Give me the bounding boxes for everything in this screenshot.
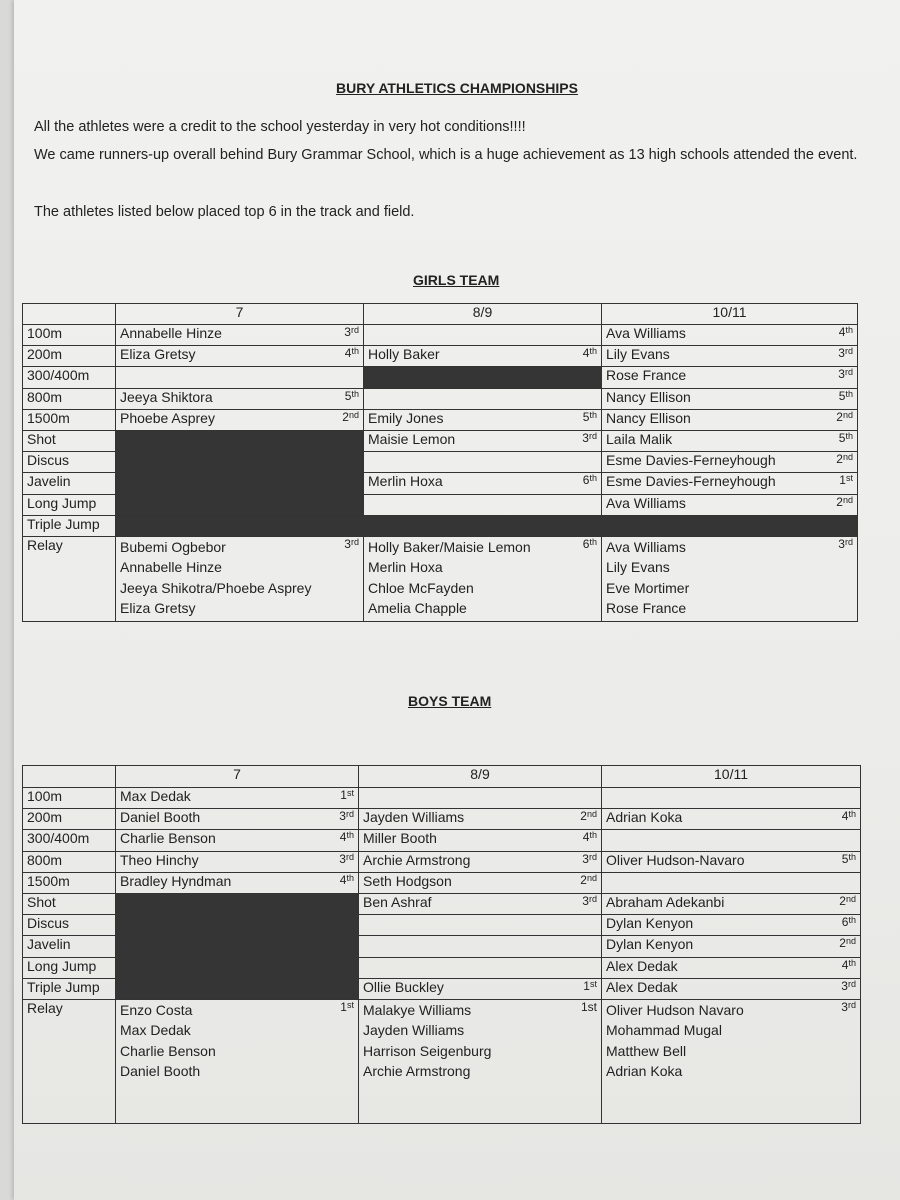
athlete-name: Eliza Gretsy <box>120 346 196 363</box>
table-row <box>23 515 858 536</box>
result-cell <box>602 325 858 346</box>
relay-athlete: Harrison Seigenburg <box>363 1042 492 1059</box>
athlete-name: Alex Dedak <box>606 957 678 974</box>
no-result-cell <box>116 893 359 999</box>
athlete-name: Oliver Hudson-Navaro <box>606 851 745 868</box>
result-cell <box>602 388 858 409</box>
athlete-name: Emily Jones <box>368 409 444 426</box>
result-cell <box>116 851 359 872</box>
year-group-header: 10/11 <box>602 766 861 788</box>
athlete-name: Ben Ashraf <box>363 893 432 910</box>
athlete-name: Lily Evans <box>606 346 670 363</box>
relay-placing: 3rd <box>838 536 853 551</box>
placing: 4th <box>339 830 354 845</box>
athlete-name: Archie Armstrong <box>363 851 471 868</box>
year-group-header: 7 <box>116 766 359 788</box>
event-name: Discus <box>23 452 116 473</box>
result-cell <box>359 957 602 978</box>
event-name: 800m <box>23 851 116 872</box>
result-cell <box>602 788 861 809</box>
event-name: 300/400m <box>23 830 116 851</box>
result-cell <box>359 978 602 999</box>
placing: 5th <box>838 388 853 403</box>
relay-team-cell <box>359 999 602 1123</box>
relay-team-cell <box>116 999 359 1123</box>
athlete-name: Ava Williams <box>606 494 686 511</box>
event-name: Long Jump <box>23 957 116 978</box>
event-name: 1500m <box>23 409 116 430</box>
result-cell <box>364 409 602 430</box>
event-name: Relay <box>23 999 116 1123</box>
athlete-name: Jeeya Shiktora <box>120 388 213 405</box>
relay-athlete: Bubemi Ogbebor <box>120 538 226 555</box>
placing: 4th <box>841 957 856 972</box>
placing: 2nd <box>836 409 853 424</box>
result-cell <box>359 809 602 830</box>
event-name: 300/400m <box>23 367 116 388</box>
placing: 3rd <box>339 851 354 866</box>
event-name: Shot <box>23 893 116 914</box>
result-cell <box>602 957 861 978</box>
boys-team-title: BOYS TEAM <box>408 693 492 709</box>
result-cell <box>602 367 858 388</box>
placing: 3rd <box>838 346 853 361</box>
result-cell <box>116 830 359 851</box>
relay-placing: 1st <box>580 999 597 1014</box>
relay-athlete: Mohammad Mugal <box>606 1022 722 1039</box>
placing: 4th <box>344 346 359 361</box>
event-name: 200m <box>23 809 116 830</box>
event-name: Shot <box>23 430 116 451</box>
placing: 5th <box>582 409 597 424</box>
relay-athlete: Annabelle Hinze <box>120 559 222 576</box>
placing: 2nd <box>839 936 856 951</box>
relay-athlete: Eve Mortimer <box>606 579 690 596</box>
athlete-name: Nancy Ellison <box>606 409 691 426</box>
result-cell <box>602 409 858 430</box>
relay-athlete: Charlie Benson <box>120 1042 216 1059</box>
athlete-name: Ava Williams <box>606 325 686 341</box>
relay-athlete: Holly Baker/Maisie Lemon <box>368 538 531 555</box>
intro-paragraph-2: We came runners-up overall behind Bury Grammar School, which is a huge achievement as 13 high schools attended the event. <box>34 147 858 163</box>
result-cell <box>602 809 861 830</box>
athlete-name: Dylan Kenyon <box>606 936 694 953</box>
table-row <box>23 367 858 388</box>
result-cell <box>359 851 602 872</box>
no-result-cell <box>116 515 858 536</box>
table-row <box>23 388 858 409</box>
event-name: Relay <box>23 536 116 621</box>
no-result-cell <box>116 430 364 515</box>
relay-row <box>23 999 861 1123</box>
result-cell <box>116 367 364 388</box>
result-cell <box>359 788 602 809</box>
athlete-name: Daniel Booth <box>120 809 201 826</box>
year-group-header: 10/11 <box>602 304 858 325</box>
athlete-name: Miller Booth <box>363 830 437 847</box>
result-cell <box>116 872 359 893</box>
result-cell <box>116 809 359 830</box>
relay-athlete: Rose France <box>606 600 687 617</box>
relay-athlete: Lily Evans <box>606 559 670 576</box>
relay-athlete: Merlin Hoxa <box>368 559 443 576</box>
relay-athlete: Max Dedak <box>120 1022 191 1039</box>
table-header-row <box>23 766 861 788</box>
document-page <box>14 0 900 1200</box>
result-cell <box>602 872 861 893</box>
athlete-name: Nancy Ellison <box>606 388 691 405</box>
relay-athlete: Amelia Chapple <box>368 600 467 617</box>
relay-placing: 3rd <box>841 999 856 1014</box>
placing: 5th <box>841 851 856 866</box>
result-cell <box>364 452 602 473</box>
event-name: 100m <box>23 325 116 346</box>
placing: 3rd <box>582 851 597 866</box>
result-cell <box>602 830 861 851</box>
relay-athlete: Malakye Williams <box>363 1001 472 1018</box>
result-cell <box>364 430 602 451</box>
placing: 4th <box>339 872 354 887</box>
placing: 6th <box>841 915 856 930</box>
table-row <box>23 788 861 809</box>
athlete-name: Ollie Buckley <box>363 978 444 995</box>
placing: 2nd <box>342 409 359 424</box>
table-row <box>23 346 858 367</box>
athlete-name: Rose France <box>606 367 687 384</box>
athlete-name: Esme Davies-Ferneyhough <box>606 473 776 490</box>
result-cell <box>116 346 364 367</box>
result-cell <box>602 915 861 936</box>
placing: 3rd <box>344 325 359 339</box>
relay-team-cell <box>602 536 858 621</box>
table-row <box>23 893 861 914</box>
athlete-name: Jayden Williams <box>363 809 465 826</box>
relay-row <box>23 536 858 621</box>
relay-team-cell <box>602 999 861 1123</box>
result-cell <box>359 872 602 893</box>
athlete-name: Holly Baker <box>368 346 440 363</box>
placing: 1st <box>583 978 597 993</box>
result-cell <box>364 325 602 346</box>
result-cell <box>116 409 364 430</box>
result-cell <box>364 388 602 409</box>
athlete-name: Phoebe Asprey <box>120 409 215 426</box>
result-cell <box>602 851 861 872</box>
relay-athlete: Enzo Costa <box>120 1001 193 1018</box>
placing: 3rd <box>841 978 856 993</box>
placing: 5th <box>344 388 359 403</box>
result-cell <box>116 788 359 809</box>
table-row <box>23 851 861 872</box>
relay-team-cell <box>364 536 602 621</box>
result-cell <box>359 936 602 957</box>
year-group-header: 7 <box>116 304 364 325</box>
event-name: Long Jump <box>23 494 116 515</box>
event-name: Triple Jump <box>23 515 116 536</box>
athlete-name: Annabelle Hinze <box>120 325 222 341</box>
result-cell <box>602 494 858 515</box>
placing: 4th <box>841 809 856 824</box>
placing: 3rd <box>339 809 354 824</box>
placing: 1st <box>340 788 354 802</box>
event-name: 800m <box>23 388 116 409</box>
placing: 2nd <box>836 452 853 467</box>
athlete-name: Abraham Adekanbi <box>606 893 725 910</box>
relay-athlete: Chloe McFayden <box>368 579 474 596</box>
result-cell <box>602 978 861 999</box>
athlete-name: Adrian Koka <box>606 809 683 826</box>
intro-paragraph-3: The athletes listed below placed top 6 in the track and field. <box>34 204 415 220</box>
event-name: 100m <box>23 788 116 809</box>
relay-placing: 3rd <box>344 536 359 551</box>
table-header-row <box>23 304 858 325</box>
relay-team-cell <box>116 536 364 621</box>
table-row <box>23 809 861 830</box>
event-column-header <box>23 304 116 325</box>
table-row <box>23 409 858 430</box>
placing: 4th <box>582 830 597 845</box>
placing: 2nd <box>580 809 597 824</box>
result-cell <box>359 893 602 914</box>
result-cell <box>364 494 602 515</box>
event-name: 200m <box>23 346 116 367</box>
result-cell <box>602 430 858 451</box>
athlete-name: Seth Hodgson <box>363 872 452 889</box>
result-cell <box>602 936 861 957</box>
placing: 5th <box>838 430 853 445</box>
result-cell <box>359 915 602 936</box>
result-cell <box>116 388 364 409</box>
athlete-name: Dylan Kenyon <box>606 915 694 932</box>
athlete-name: Maisie Lemon <box>368 430 456 447</box>
year-group-header: 8/9 <box>359 766 602 788</box>
placing: 1st <box>839 473 853 488</box>
result-cell <box>602 452 858 473</box>
athlete-name: Esme Davies-Ferneyhough <box>606 452 776 469</box>
intro-paragraph-1: All the athletes were a credit to the school yesterday in very hot conditions!!!! <box>34 119 526 135</box>
relay-athlete: Daniel Booth <box>120 1063 201 1080</box>
relay-placing: 1st <box>340 999 354 1014</box>
athlete-name: Bradley Hyndman <box>120 872 232 889</box>
result-cell <box>602 893 861 914</box>
relay-athlete: Ava Williams <box>606 538 686 555</box>
event-name: Triple Jump <box>23 978 116 999</box>
event-name: Discus <box>23 915 116 936</box>
table-row <box>23 830 861 851</box>
result-cell <box>364 473 602 494</box>
event-column-header <box>23 766 116 788</box>
athlete-name: Laila Malik <box>606 430 673 447</box>
athlete-name: Merlin Hoxa <box>368 473 443 490</box>
placing: 2nd <box>836 494 853 509</box>
no-result-cell <box>364 367 602 388</box>
result-cell <box>602 473 858 494</box>
placing: 6th <box>582 473 597 488</box>
relay-athlete: Adrian Koka <box>606 1063 683 1080</box>
event-name: Javelin <box>23 936 116 957</box>
event-name: 1500m <box>23 872 116 893</box>
table-row <box>23 325 858 346</box>
relay-athlete: Jeeya Shikotra/Phoebe Asprey <box>120 579 312 596</box>
placing: 3rd <box>582 893 597 908</box>
placing: 3rd <box>838 367 853 382</box>
relay-athlete: Archie Armstrong <box>363 1063 471 1080</box>
placing: 2nd <box>839 893 856 908</box>
placing: 4th <box>838 325 853 339</box>
relay-athlete: Jayden Williams <box>363 1022 465 1039</box>
result-cell <box>359 830 602 851</box>
placing: 3rd <box>582 430 597 445</box>
placing: 4th <box>582 346 597 361</box>
relay-athlete: Oliver Hudson Navaro <box>606 1001 744 1018</box>
result-cell <box>364 346 602 367</box>
table-row <box>23 872 861 893</box>
document-title: BURY ATHLETICS CHAMPIONSHIPS <box>336 80 578 96</box>
athlete-name: Theo Hinchy <box>120 851 199 868</box>
athlete-name: Max Dedak <box>120 788 191 804</box>
result-cell <box>602 346 858 367</box>
relay-athlete: Eliza Gretsy <box>120 600 196 617</box>
relay-placing: 6th <box>582 536 597 551</box>
table-row <box>23 430 858 451</box>
relay-athlete: Matthew Bell <box>606 1042 687 1059</box>
placing: 2nd <box>580 872 597 887</box>
result-cell <box>116 325 364 346</box>
athlete-name: Alex Dedak <box>606 978 678 995</box>
year-group-header: 8/9 <box>364 304 602 325</box>
athlete-name: Charlie Benson <box>120 830 216 847</box>
girls-team-title: GIRLS TEAM <box>413 272 500 288</box>
event-name: Javelin <box>23 473 116 494</box>
